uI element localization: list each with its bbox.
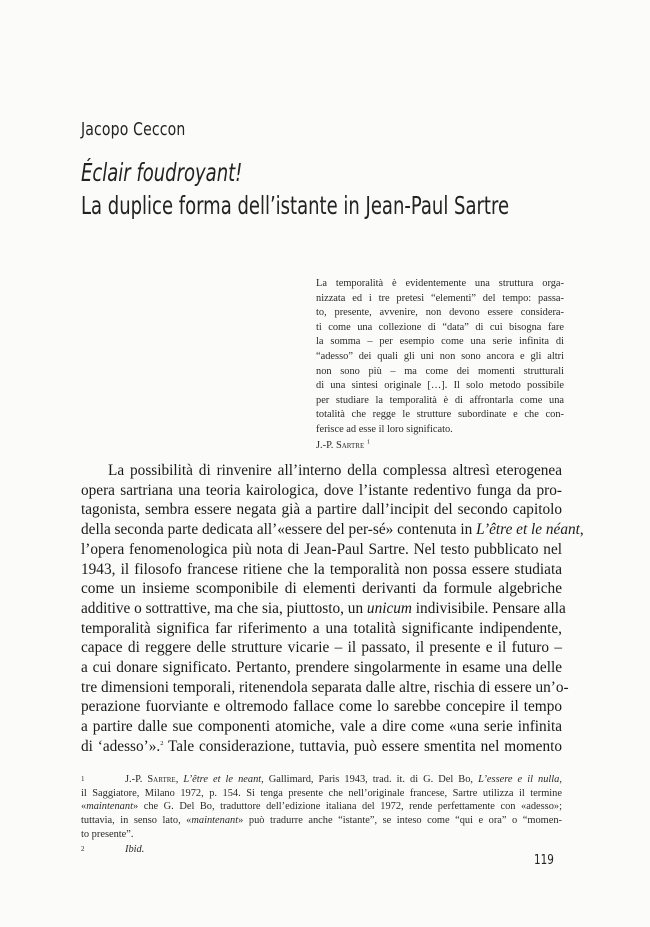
- footnote-italian-title: L’essere e il nulla: [478, 774, 560, 785]
- epigraph-line: nizzata ed i tre pretesi “elementi” del tempo: passa-: [316, 292, 564, 304]
- footnote-text: ,: [175, 774, 184, 785]
- body-line-text: additive o sottrattive, ma che sia, piuttosto, un: [81, 599, 367, 617]
- unicum-italic: unicum: [366, 599, 412, 617]
- body-line: [81, 520, 584, 540]
- footnote-ibid: Ibid.: [125, 843, 145, 855]
- article-title-line-1: Éclair foudroyant!: [81, 158, 243, 187]
- epigraph-line: non sono più – ma come dei momenti strutturali: [316, 365, 564, 377]
- footnote-text: » può tradurre anche “istante”, se inteso come “qui e ora” o “momen-: [238, 815, 563, 827]
- footnote-text: tuttavia, in senso lato, «: [81, 815, 192, 827]
- body-line: tagonista, sembra essere negata già a partire dall’incipit del secondo capitolo: [81, 501, 562, 519]
- epigraph-line: La temporalità è evidentemente una struttura orga-: [316, 278, 564, 289]
- book-title-italic: L’être et le néant: [476, 521, 580, 539]
- body-line: opera sartriana una teoria kairologica, dove l’istante redentivo funga da pro-: [81, 481, 562, 499]
- body-line-text: della seconda parte dedicata all’«essere del per-sé» contenuta in: [81, 521, 477, 539]
- epigraph-source-prefix: J.-P.: [316, 439, 336, 451]
- comma: ,: [579, 521, 584, 539]
- footnote-line: [81, 843, 562, 857]
- footnote-text: » che G. Del Bo, traduttore dell’edizione italiana del 1972, rende perfettamente con «adesso»;: [132, 801, 562, 813]
- footnote-line: il Saggiatore, Milano 1972, p. 154. Si tenga presente che nell’originale francese, Sartre utilizza il termine: [81, 787, 562, 799]
- epigraph-line: “adesso” dei quali gli uni non sono ancora e gli altri: [316, 350, 564, 362]
- body-line: a partire dalle sue componenti atomiche, vale a dire come «una serie infinita: [81, 718, 562, 736]
- body-line-text: indivisibile. Pensare alla: [411, 599, 566, 617]
- epigraph-source-author: Sartre: [335, 439, 365, 451]
- article-title-line-2: La duplice forma dell’istante in Jean-Paul Sartre: [81, 191, 510, 220]
- epigraph-line: to, presente, avvenire, non devono essere considera-: [316, 307, 564, 319]
- footnote-number: 2: [81, 844, 85, 853]
- body-line: tre dimensioni temporali, ritenendola separata dalle altre, rischia di essere un’o-: [81, 678, 569, 696]
- footnote-text: ,: [559, 774, 562, 785]
- epigraph-line: totalità che regge le strutture subordinate e che con-: [316, 409, 564, 421]
- epigraph: [316, 277, 564, 453]
- footnote-italic-word: maintenant: [191, 815, 239, 827]
- body-line: a cui donare significato. Pertanto, prendere singolarmente in esame una delle: [81, 659, 562, 677]
- footnote-text: «: [81, 801, 87, 813]
- footnote-ref[interactable]: 2: [160, 739, 164, 747]
- footnote-line: [81, 773, 562, 787]
- epigraph-line: la somma – per esempio come una serie infinita di: [316, 336, 564, 348]
- body-line: l’opera fenomenologica più nota di Jean-Paul Sartre. Nel testo pubblicato nel: [81, 540, 562, 558]
- footnote-line: [81, 814, 562, 828]
- body-line-text: Tale considerazione, tuttavia, può essere smentita nel momento: [168, 737, 562, 755]
- body-line: 1943, il filosofo francese ritiene che la temporalità non possa essere studiata: [81, 560, 562, 578]
- body-line: capace di reggere delle strutture vicarie – il passato, il presente e il futuro –: [81, 639, 562, 657]
- footnotes: [81, 773, 562, 856]
- body-line: [81, 599, 566, 619]
- footnote-italic-word: maintenant: [86, 801, 133, 813]
- footnote-number: 1: [81, 775, 85, 783]
- body-text: [81, 461, 584, 757]
- body-line: [81, 737, 562, 757]
- body-line: perazione fuorviante e oltremodo fallace come lo sarebbe concepire il tempo: [81, 698, 562, 716]
- epigraph-line: di una sintesi originale […]. Il solo metodo possibile: [316, 380, 564, 392]
- author-name: Jacopo Ceccon: [81, 119, 186, 140]
- epigraph-line: per studiare la temporalità è di affrontarla come una: [316, 394, 564, 406]
- epigraph-line: ferisce ad esse il loro significato.: [316, 423, 453, 435]
- body-line: temporalità significa far riferimento a una totalità significante indipendente,: [81, 619, 562, 637]
- footnote-ref[interactable]: 1: [366, 438, 371, 446]
- page-number: 119: [534, 853, 554, 868]
- epigraph-line: ti come una collezione di “data” di cui bisogna fare: [316, 321, 564, 333]
- footnote-book-title: L’être et le neant: [183, 774, 262, 785]
- body-line: La possibilità di rinvenire all’interno della complessa altresì eterogenea: [108, 462, 562, 479]
- footnote-text: , Gallimard, Paris 1943, trad. it. di G. Del Bo,: [261, 774, 479, 785]
- footnote-line: to presente”.: [81, 828, 134, 840]
- footnote-line: [81, 800, 562, 814]
- body-line: come un insieme scomponibile di elementi derivanti da formule algebriche: [81, 580, 562, 598]
- footnote-author: Sartre: [147, 774, 176, 785]
- body-line-text: di ‘adesso’».: [81, 737, 161, 755]
- footnote-text: J.-P.: [125, 774, 148, 785]
- epigraph-source: [316, 439, 564, 454]
